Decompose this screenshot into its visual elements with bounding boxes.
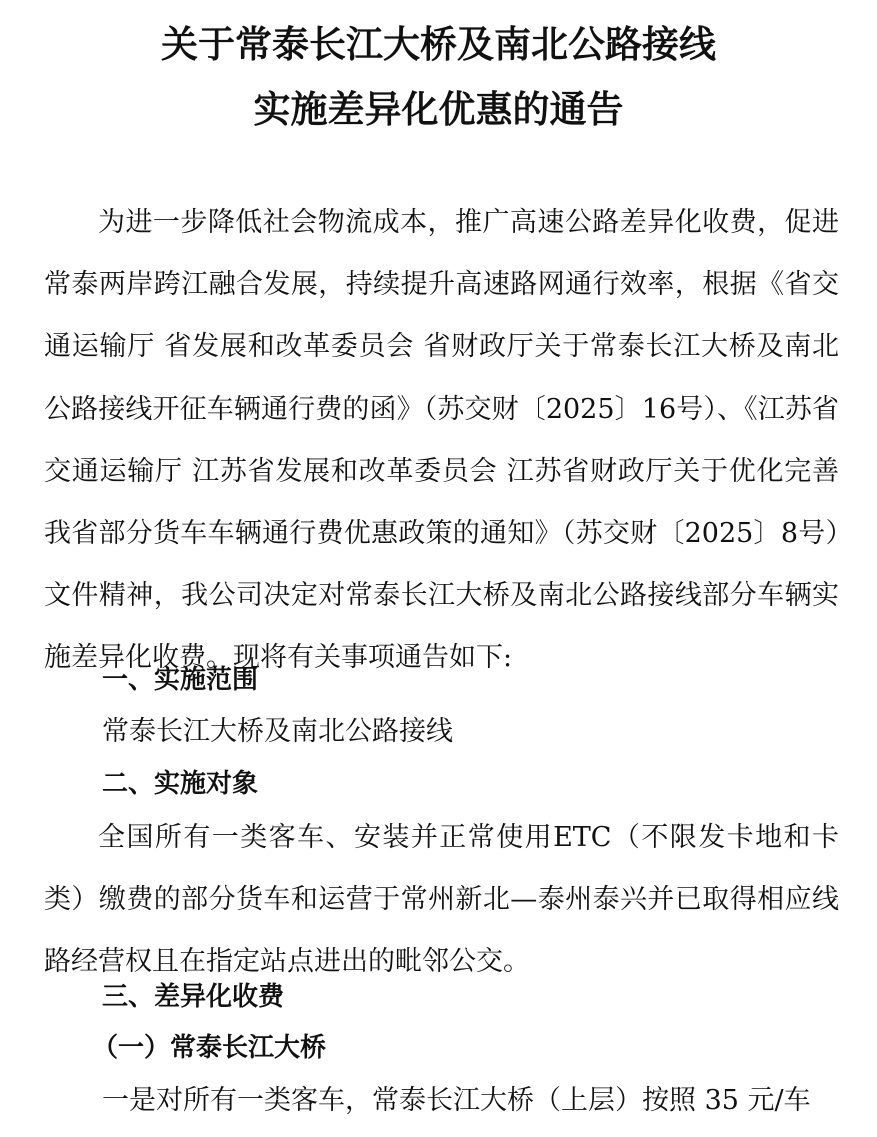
intro-paragraph: 为进一步降低社会物流成本，推广高速公路差异化收费，促进常泰两岸跨江融合发展，持续提升高速路网通行效率，根据《省交通运输厅 省发展和改革委员会 省财政厅关于常泰长江大桥及南北公路接线开征车辆通行费的函》（苏交财〔2025〕16号）、《江苏省交通运输厅 江苏省发展和改革委员会 江苏省财政厅关于优化完善我省部分货车车辆通行费优惠政策的通知》（苏交财〔2025〕8号）文件精神，我公司决定对常泰长江大桥及南北公路接线部分车辆实施差异化收费。现将有关事项通告如下: (44, 207, 839, 674)
section-text-targets: 全国所有一类客车、安装并正常使用ETC（不限发卡地和卡类）缴费的部分货车和运营于常州新北—泰州泰兴并已取得相应线路经营权且在指定站点进出的毗邻公交。 (44, 822, 839, 978)
document-title-line-2: 实施差异化优惠的通告 (253, 87, 624, 131)
section-heading-targets: 二、实施对象 (102, 769, 259, 799)
subsection-heading-bridge: （一）常泰长江大桥 (92, 1033, 327, 1063)
section-heading-differential-toll: 三、差异化收费 (102, 982, 285, 1012)
subsection-text-bridge: 一是对所有一类客车，常泰长江大桥（上层）按照 35 元/车 (102, 1085, 811, 1116)
document-title-line-1: 关于常泰长江大桥及南北公路接线 (161, 22, 716, 66)
section-heading-scope: 一、实施范围 (102, 665, 259, 695)
section-text-scope: 常泰长江大桥及南北公路接线 (102, 716, 453, 747)
